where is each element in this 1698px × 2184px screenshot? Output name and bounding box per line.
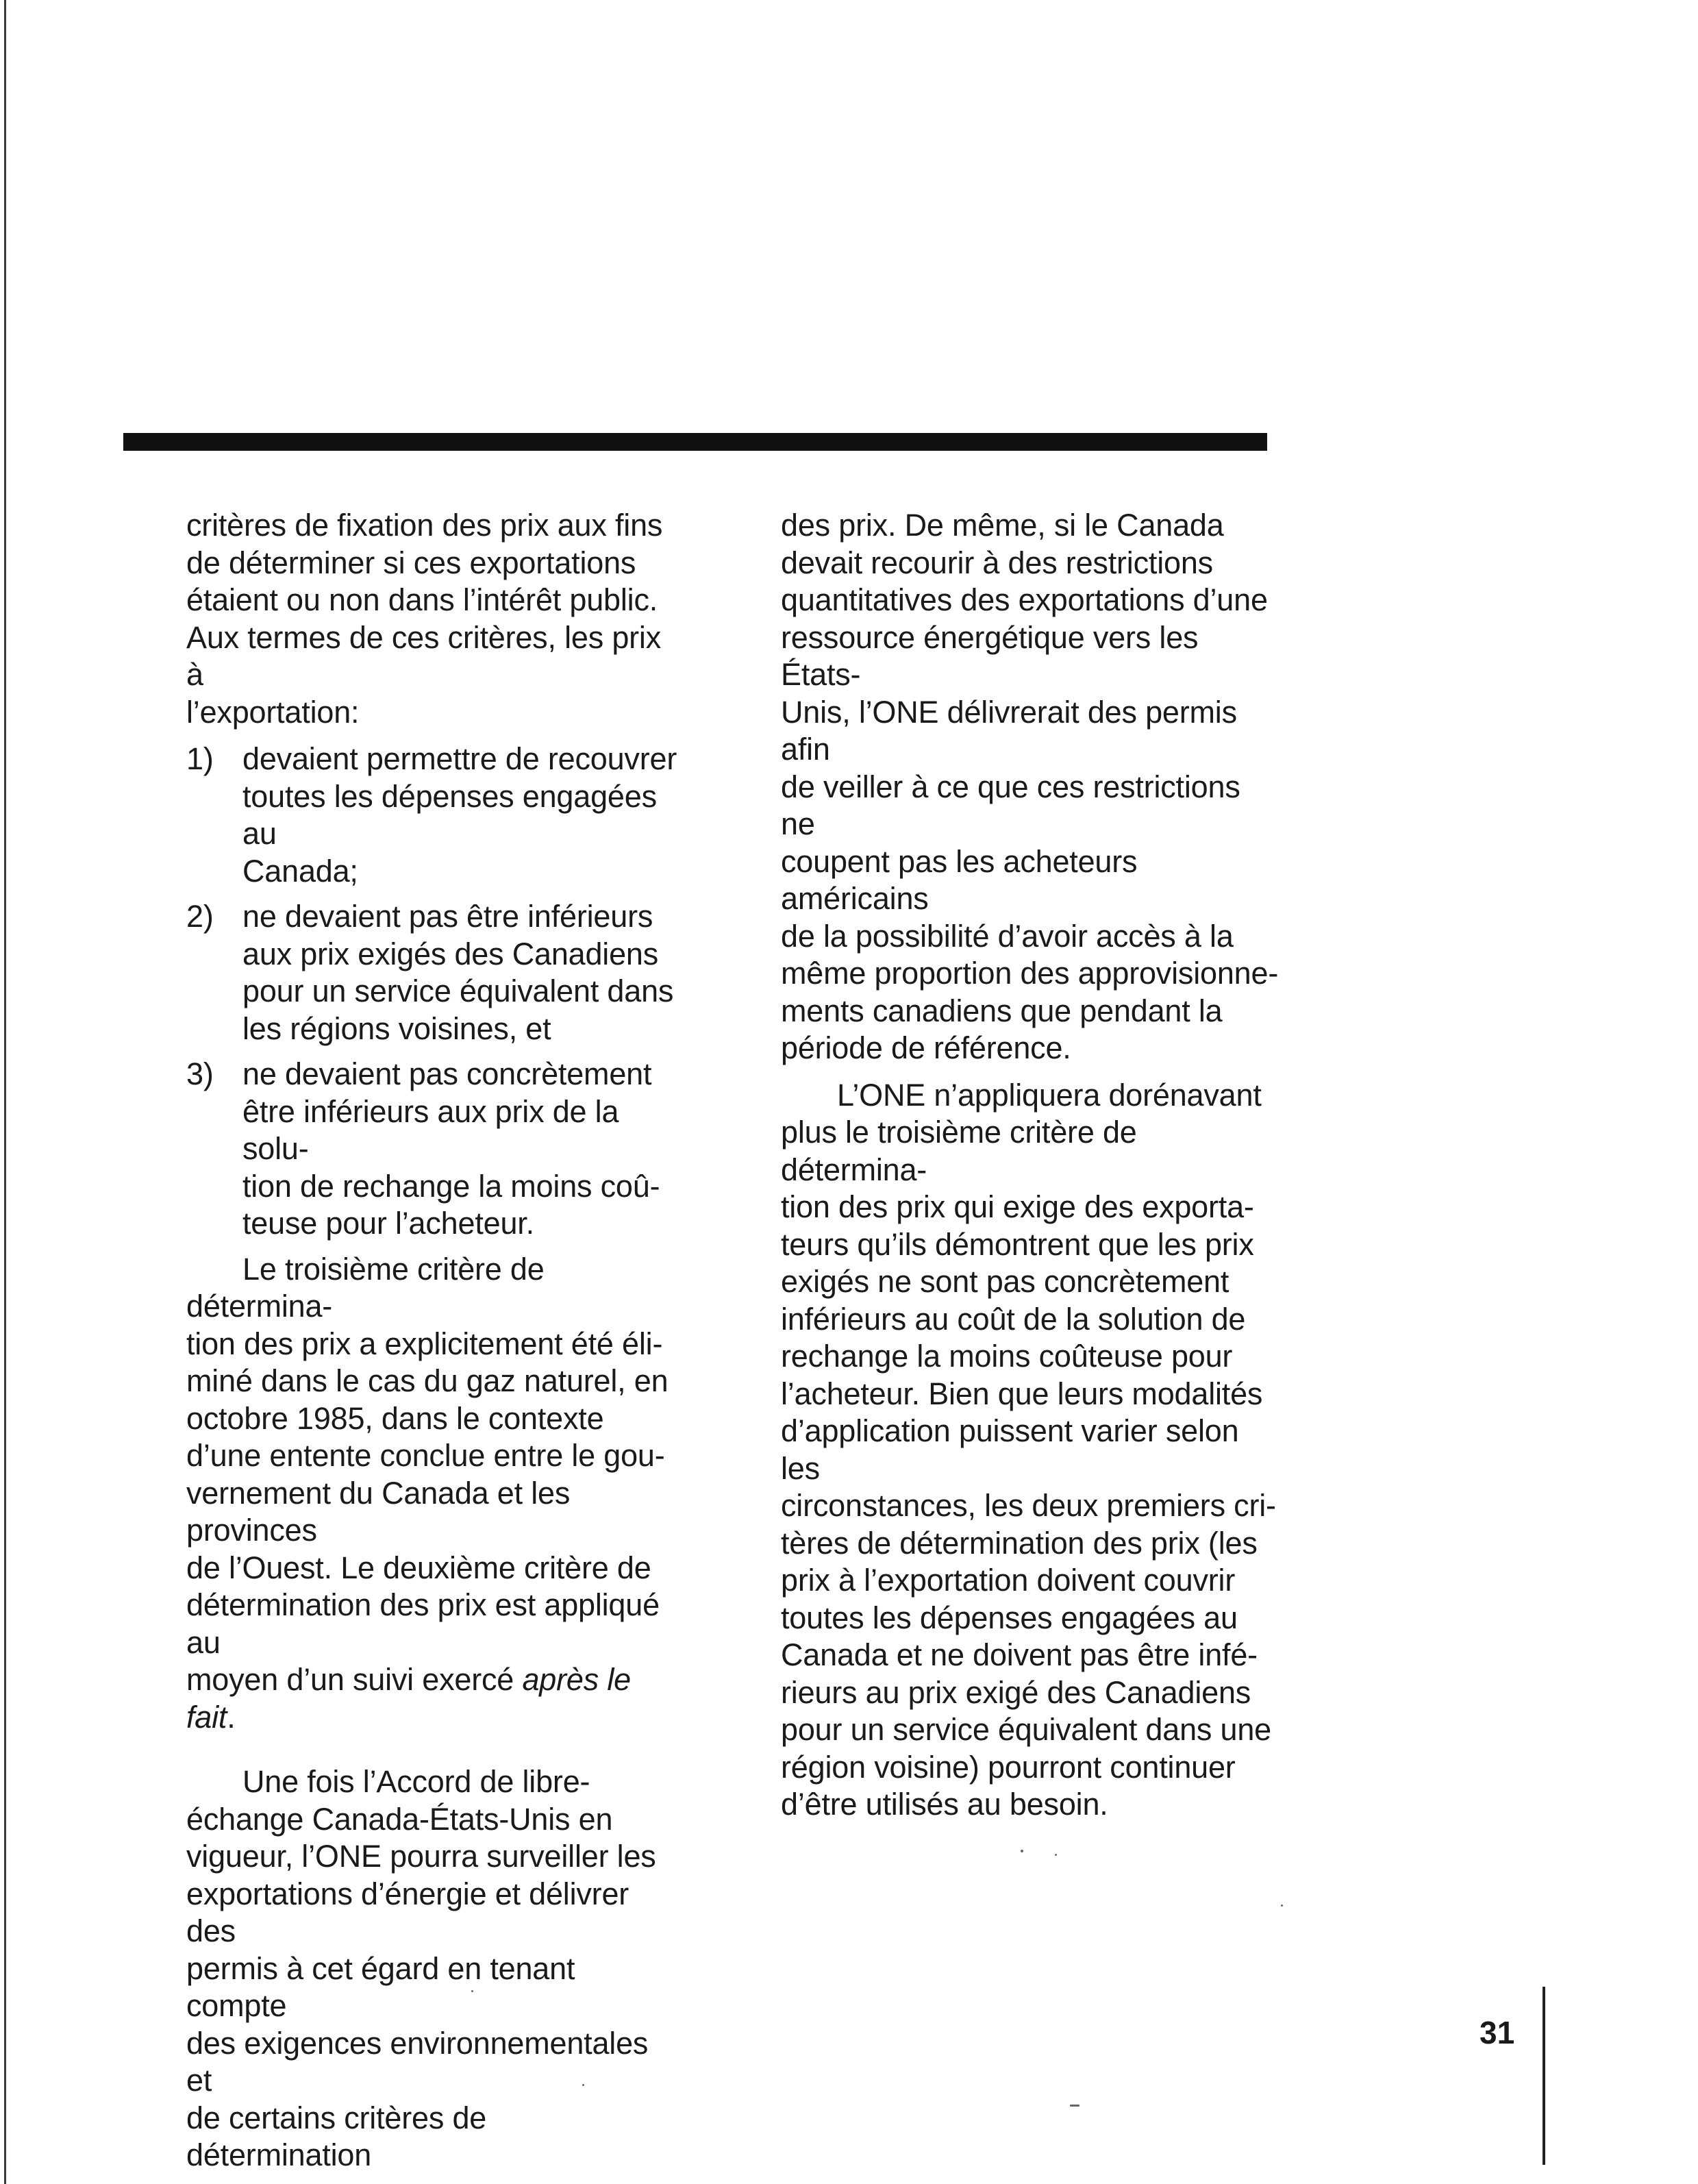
left-paragraph-2-end: . bbox=[227, 1699, 236, 1735]
left-paragraph-3: Une fois l’Accord de libre- échange Canada-États-Unis en vigueur, l’ONE pourra surveiller les exportations d’énergie et délivrer des permis à cet égard en tenant compte des exigences environnementales et de certains critères de détermination bbox=[186, 1764, 656, 2172]
scan-speck bbox=[1070, 2105, 1079, 2107]
scan-speck bbox=[471, 1990, 473, 1992]
list-number: 3) bbox=[186, 1056, 214, 1091]
italic-phrase: après le fait bbox=[186, 1662, 631, 1735]
left-column bbox=[186, 507, 679, 2184]
list-number: 2) bbox=[186, 899, 214, 934]
scan-speck bbox=[1021, 1850, 1023, 1852]
right-column bbox=[781, 507, 1281, 1833]
left-paragraph-2-text: Le troisième critère de détermina- tion des prix a explicitement été éli- miné dans le cas du gaz naturel, en octobre 1985, dans le contexte d’une entente conclue entre le gou- vernement du Canada et les provinces de l’Ouest. Le deuxième critère de détermination des prix est appliqué au moyen d’un suivi exercé bbox=[186, 1251, 669, 1697]
left-paragraph-1: critères de fixation des prix aux fins de déterminer si ces exportations étaient ou non dans l’intérêt public. Aux termes de ces critères, les prix à l’exportation: bbox=[186, 508, 663, 730]
page-number: 31 bbox=[1479, 2015, 1515, 2050]
right-paragraph-1: des prix. De même, si le Canada devait recourir à des restrictions quantitatives des exportations d’une ressource énergétique vers les États- Unis, l’ONE délivrerait des permis afin de veiller à ce que ces restrictions ne coupent pas les acheteurs américains de la possibilité d’avoir accès à la même proportion des approvisionne- ments canadiens que pendant la période de référence. bbox=[781, 508, 1279, 1065]
criteria-list-item-3 bbox=[186, 1056, 679, 1243]
scan-speck bbox=[1055, 1854, 1057, 1856]
list-text: ne devaient pas concrètement être inférieurs aux prix de la solu- tion de rechange la moins coû- teuse pour l’acheteur. bbox=[242, 1056, 660, 1241]
margin-rule bbox=[1543, 1987, 1545, 2165]
list-text: ne devaient pas être inférieurs aux prix exigés des Canadiens pour un service équivalent dans les régions voisines, et bbox=[242, 899, 674, 1046]
left-paragraph-2 bbox=[186, 1251, 679, 1737]
header-rule bbox=[123, 433, 1267, 451]
list-text: devaient permettre de recouvrer toutes les dépenses engagées au Canada; bbox=[242, 741, 677, 889]
right-paragraph-2: L’ONE n’appliquera dorénavant plus le troisième critère de détermina- tion des prix qui exige des exporta- teurs qu’ils démontrent que les prix exigés ne sont pas concrètement inférieurs au coût de la solution de rechange la moins coûteuse pour l’acheteur. Bien que leurs modalités d’application puissent varier selon les circonstances, les deux premiers cri- tères de détermination des prix (les prix à l’exportation doivent couvrir toutes les dépenses engagées au Canada et ne doivent pas être infé- rieurs au prix exigé des Canadiens pour un service équivalent dans une région voisine) pourront continuer d’être utilisés au besoin. bbox=[781, 1077, 1276, 1822]
scan-speck bbox=[1281, 1904, 1283, 1907]
criteria-list-item-2 bbox=[186, 898, 679, 1047]
criteria-list-item-1 bbox=[186, 741, 679, 890]
scan-speck bbox=[582, 2084, 584, 2086]
list-number: 1) bbox=[186, 741, 214, 776]
scan-edge-line bbox=[4, 0, 6, 2184]
